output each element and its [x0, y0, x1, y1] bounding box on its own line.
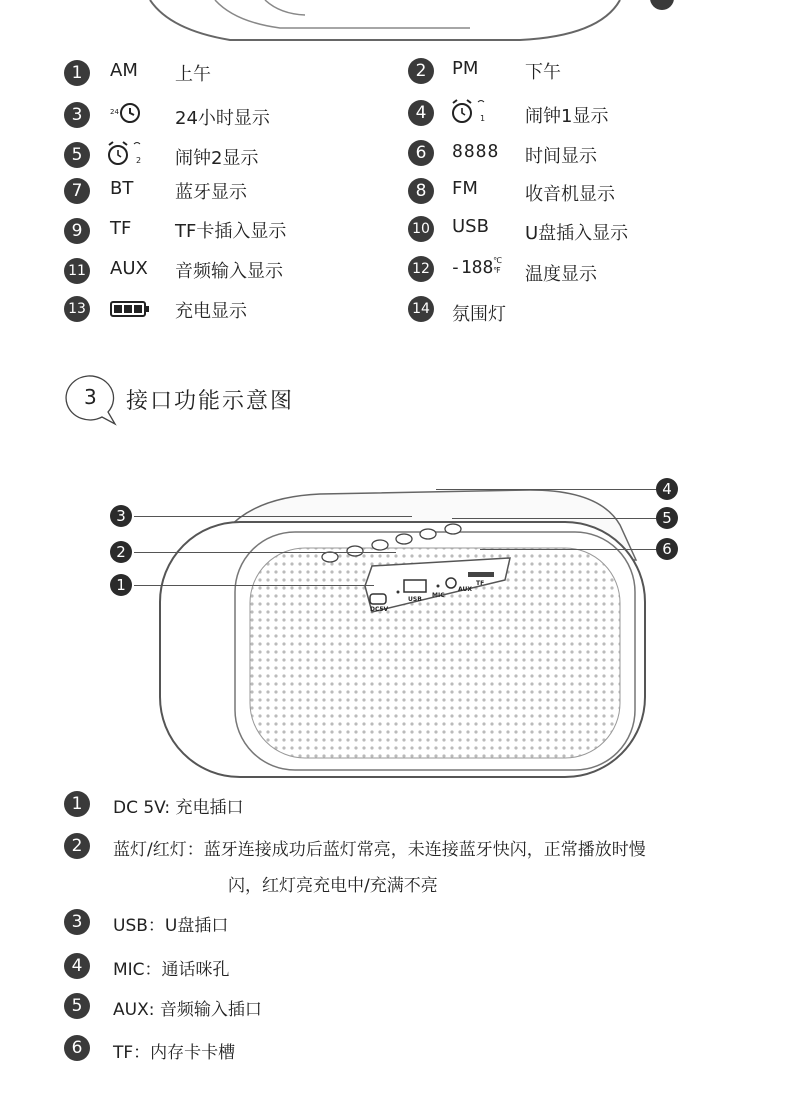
callout-3: 3: [110, 505, 132, 527]
legend-label-pm: PM: [452, 58, 479, 79]
leader-line-4: [436, 489, 658, 490]
svg-text:2: 2: [136, 156, 142, 165]
feature-badge-2: 2: [64, 833, 90, 859]
port-label-mic: MIC: [432, 592, 445, 599]
legend-label-am: AM: [110, 60, 138, 81]
alarm-clock-1-icon: [450, 96, 494, 126]
leader-line-6: [480, 549, 658, 550]
port-label-dc: DC5V: [370, 606, 389, 613]
leader-line-1: [134, 585, 374, 586]
clock-24h-icon: [108, 100, 142, 126]
leader-line-2: [134, 552, 396, 553]
legend-desc-alarm1: 闹钟1显示: [525, 106, 609, 127]
battery-icon: [110, 300, 150, 318]
legend-desc-ambient: 氛围灯: [452, 304, 506, 325]
legend-label-tf: TF: [110, 218, 132, 239]
badge-5: 5: [64, 142, 90, 168]
feature-badge-5: 5: [64, 993, 90, 1019]
time-digits-icon: 8888: [452, 141, 500, 162]
badge-9: 9: [64, 218, 90, 244]
feature-text-3: USB：U盘插口: [113, 916, 229, 936]
legend-desc-aux: 音频输入显示: [175, 261, 283, 282]
badge-7: 7: [64, 178, 90, 204]
feature-text-6: TF：内存卡卡槽: [113, 1043, 236, 1063]
badge-3: 3: [64, 102, 90, 128]
feature-text-5: AUX: 音频输入插口: [113, 1000, 262, 1020]
legend-desc-am: 上午: [175, 64, 211, 85]
legend-desc-temp: 温度显示: [525, 264, 597, 285]
feature-badge-3: 3: [64, 909, 90, 935]
callout-4: 4: [656, 478, 678, 500]
feature-text-2: 蓝灯/红灯：蓝牙连接成功后蓝灯常亮，未连接蓝牙快闪，正常播放时慢: [113, 840, 646, 860]
callout-2: 2: [110, 541, 132, 563]
callout-1: 1: [110, 574, 132, 596]
fahrenheit-unit: ℉: [493, 266, 501, 275]
badge-14: 14: [408, 296, 434, 322]
svg-text:1: 1: [480, 114, 486, 123]
section-title: 接口功能示意图: [126, 389, 295, 414]
legend-label-aux: AUX: [110, 258, 148, 279]
badge-8: 8: [408, 178, 434, 204]
callout-6: 6: [656, 538, 678, 560]
temperature-digits-icon: -188: [450, 257, 494, 278]
legend-desc-fm: 收音机显示: [525, 184, 615, 205]
feature-text-4: MIC：通话咪孔: [113, 960, 230, 980]
alarm-clock-2-icon: [106, 138, 150, 168]
badge-1: 1: [64, 60, 90, 86]
badge-12: 12: [408, 256, 434, 282]
badge-10: 10: [408, 216, 434, 242]
leader-line-5: [452, 518, 658, 519]
speaker-top-illustration: [0, 0, 790, 50]
section-number: 3: [84, 385, 97, 409]
legend-desc-tf: TF卡插入显示: [175, 221, 287, 242]
feature-text-1: DC 5V: 充电插口: [113, 798, 244, 818]
badge-2: 2: [408, 58, 434, 84]
feature-badge-1: 1: [64, 791, 90, 817]
badge-11: 11: [64, 258, 90, 284]
port-label-aux: AUX: [458, 586, 472, 593]
legend-desc-usb: U盘插入显示: [525, 223, 629, 244]
badge-6: 6: [408, 140, 434, 166]
legend-desc-bt: 蓝牙显示: [175, 182, 247, 203]
port-label-tf: TF: [476, 580, 485, 587]
leader-line-3: [134, 516, 412, 517]
svg-text:24: 24: [110, 108, 119, 116]
celsius-unit: ℃: [493, 256, 502, 265]
legend-desc-24h: 24小时显示: [175, 108, 270, 129]
callout-5: 5: [656, 507, 678, 529]
legend-desc-charge: 充电显示: [175, 301, 247, 322]
feature-badge-4: 4: [64, 953, 90, 979]
legend-desc-pm: 下午: [525, 62, 561, 83]
legend-label-bt: BT: [110, 178, 134, 199]
legend-label-usb: USB: [452, 216, 489, 237]
legend-desc-alarm2: 闹钟2显示: [175, 148, 259, 169]
badge-4: 4: [408, 100, 434, 126]
legend-label-fm: FM: [452, 178, 478, 199]
feature-badge-6: 6: [64, 1035, 90, 1061]
feature-text-2b: 闪，红灯亮充电中/充满不亮: [228, 876, 438, 896]
badge-13: 13: [64, 296, 90, 322]
legend-desc-time: 时间显示: [525, 146, 597, 167]
port-label-usb: USB: [408, 596, 422, 603]
